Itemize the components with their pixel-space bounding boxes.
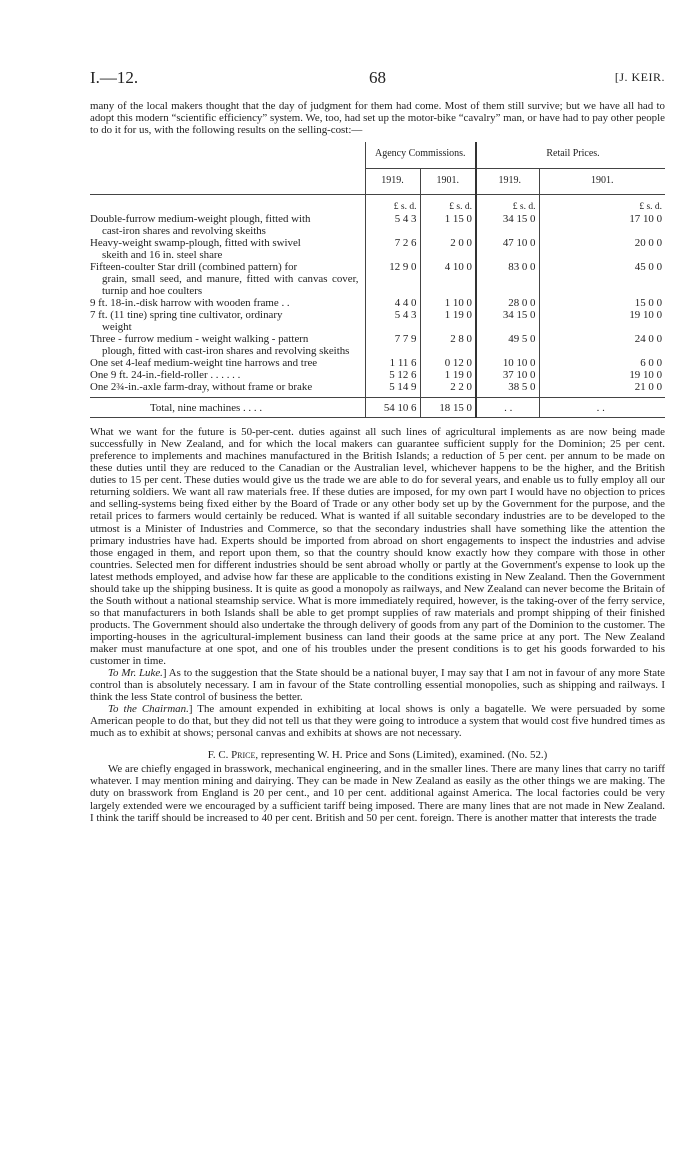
paragraph: What we want for the future is 50-per-cent. duties against all such lines of agricultural implements as are now being made successfully in New Zealand, and for which the local makers can guarantee sufficient supply for the Dominion; 25 per cent. preference to implements and machines manufactured in the British Islands; a reduction of 5 per cent. per annum to be made on these duties until they are reduced to the Canadian or the Australian level, whichever happens to be the higher, and the British duties to 15 per cent. These duties would give us the trade we are able to do for several years, and enable us to fully employ all our returning soldiers. We want all raw materials free. If these duties are imposed, for my own part I would have no objection to prices and selling-systems being fixed either by the Board of Trade or any other body set up by the Government for the purpose, and the retail prices to farmers would certainly be reduced. What is wanted if all suitable secondary industries are to be developed to the utmost is a Minister of Industries and Commerce, so that the secondary industries shall have something like the attention the primary industries have had. Experts should be imported from abroad on short engagements to inspect the industries and advise those engaged in them, and report upon them, so that the country should know exactly how they compare with those in other countries. Selected men for different industries should be sent abroad wholly or partly at the Government's expense to look up the latest methods employed, and advise how far these are applicable to the conditions existing in New Zealand. Then the Government should take up the shipping business. It is quite as good a monopoly as railways, and New Zealand can never become the Britain of the South without a national steamship service. What is more immediately required, however, is the taking-over of the ferry service, so that manufacturers in both Islands shall be able to get prompt supplies of raw materials and prompt shipping of their finished products. The Government should also undertake the through delivery of goods from any part of the Dominion to the customer. The importing-houses in the agricultural-implement business can land their goods at the same price at any port. The New Zealand maker must manufacture at one spot, and one of his troubles under the present conditions is to get his goods forwarded to his customer in time.	[90, 426, 665, 668]
table-cell: 83 0 0	[508, 261, 536, 274]
machine-description: Fifteen-coulter Star drill (combined pattern) for	[90, 261, 298, 274]
table-cell: 1 19 0	[420, 369, 476, 381]
table-cell: 5 14 9	[365, 381, 420, 398]
document-reference: I.—12.	[90, 68, 139, 87]
evidence-body	[90, 426, 665, 823]
unit-label: £ s. d.	[512, 202, 536, 213]
machine-description: Double-furrow medium-weight plough, fitted with	[90, 213, 311, 226]
table-cell: 1 15 0	[420, 213, 476, 237]
table-cell: 1 19 0	[420, 309, 476, 333]
table-row	[90, 237, 665, 261]
table-cell: 5 12 6	[365, 369, 420, 381]
agency-commissions-header: Agency Commissions.	[365, 142, 476, 169]
selling-cost-table	[90, 142, 665, 418]
table-cell: 0 12 0	[420, 357, 476, 369]
year-header: 1901.	[420, 169, 476, 195]
year-header: 1919.	[365, 169, 420, 195]
page-header	[90, 68, 665, 92]
table-cell: 5 4 3	[365, 213, 420, 237]
table-cell: 10 10 0	[502, 357, 536, 370]
table-cell: 5 4 3	[365, 309, 420, 333]
table-cell: . .	[481, 398, 539, 418]
table-cell: 1 11 6	[365, 357, 420, 369]
table-cell: 54 10 6	[365, 398, 420, 418]
total-label: Total, nine machines . . . .	[90, 398, 365, 418]
machine-description: 7 ft. (11 tine) spring tine cultivator, ordinary	[90, 309, 283, 322]
table-row	[90, 297, 665, 309]
unit-label: £ s. d.	[539, 195, 665, 214]
machine-description: Three - furrow medium - weight walking - pattern	[90, 333, 309, 346]
machine-description: 9 ft. 18-in.-disk harrow with wooden frame . .	[90, 297, 290, 310]
witness-heading-name: F. C. Price	[207, 749, 256, 762]
table-cell: 18 15 0	[420, 398, 476, 418]
witness-heading-text: , representing W. H. Price and Sons (Limited), examined. (No. 52.)	[255, 749, 548, 762]
machine-description-cont: skeith and 16 in. steel share	[102, 249, 223, 262]
table-cell: 6 0 0	[539, 357, 665, 369]
paragraph: We are chiefly engaged in brasswork, mechanical engineering, and in the smaller lines. There are many lines that carry no tariff whatever. I may mention mining and dairying. They can be made in New Zealand as easily as the other things we are making. The duty on brasswork from England is 20 per cent., and 10 per cent. additional against America. The local factories could be very largely extended were we encouraged by a sufficient tariff being imposed. There are many lines that are not made in New Zealand. I think the tariff should be increased to 40 per cent. British and 50 per cent. foreign. There is another matter that interests the trade	[90, 763, 665, 824]
table-row	[90, 357, 665, 369]
total-row	[90, 398, 665, 418]
table-cell: 24 0 0	[539, 333, 665, 357]
witness-heading	[90, 749, 665, 761]
table-cell: 2 8 0	[420, 333, 476, 357]
table-cell: 38 5 0	[508, 381, 536, 394]
page-number: 68	[369, 68, 386, 87]
table-cell: 2 0 0	[420, 237, 476, 261]
table-cell: 1 10 0	[420, 297, 476, 309]
table-cell: 19 10 0	[539, 309, 665, 333]
table-cell: 17 10 0	[539, 213, 665, 237]
table-cell: 19 10 0	[539, 369, 665, 381]
addressee: To the Chairman.	[108, 703, 189, 716]
table-cell: 45 0 0	[539, 261, 665, 297]
witness-name: [J. KEIR.	[614, 70, 665, 84]
table-row	[90, 369, 665, 381]
table-row	[90, 333, 665, 357]
machine-description: One 9 ft. 24-in.-field-roller . . . . . .	[90, 369, 241, 382]
machine-description-cont: weight	[102, 321, 132, 334]
table-cell: 28 0 0	[508, 297, 536, 310]
addressee: To Mr. Luke.	[108, 667, 163, 680]
machine-description: Heavy-weight swamp-plough, fitted with swivel	[90, 237, 301, 250]
machine-description-cont: plough, fitted with cast-iron shares and revolving skeiths	[102, 345, 350, 358]
paragraph: To Mr. Luke.] As to the suggestion that the State should be a national buyer, I may say that I am not in favour of any more State control than is absolutely necessary. I am in favour of the State controlling essential monopolies, such as shipping and railways. I think the less State control of business the better.	[90, 667, 665, 704]
table-cell: 21 0 0	[539, 381, 665, 398]
table-cell: 7 2 6	[365, 237, 420, 261]
table-cell: 47 10 0	[502, 237, 536, 250]
year-header: 1919.	[481, 169, 539, 195]
table-row	[90, 381, 665, 398]
table-cell: 12 9 0	[365, 261, 420, 297]
table-cell: . .	[539, 398, 665, 418]
retail-prices-header: Retail Prices.	[546, 148, 600, 160]
table-cell: 4 10 0	[420, 261, 476, 297]
unit-label: £ s. d.	[420, 195, 476, 214]
machine-description: One 2¾-in.-axle farm-dray, without frame or brake	[90, 381, 313, 394]
unit-label: £ s. d.	[365, 195, 420, 214]
table-row	[90, 309, 665, 333]
machine-description-cont: grain, small seed, and manure, fitted with canvas cover, turnip and hoe coulters	[102, 273, 359, 298]
table-cell: 34 15 0	[502, 213, 536, 226]
table-row	[90, 213, 665, 237]
machine-description-cont: cast-iron shares and revolving skeiths	[102, 225, 266, 238]
table-cell: 37 10 0	[502, 369, 536, 382]
intro-paragraph: many of the local makers thought that the day of judgment for them had come. Most of them still survive; but we have all had to adopt this modern “scientific efficiency” system. We, too, had set up the motor-bike “cavalry” man, or have had to pay other people to do it for us, with the following results on the selling-cost:—	[90, 100, 665, 137]
table-cell: 2 2 0	[420, 381, 476, 398]
table-cell: 4 4 0	[365, 297, 420, 309]
table-cell: 49 5 0	[508, 333, 536, 346]
table-cell: 7 7 9	[365, 333, 420, 357]
year-header: 1901.	[539, 169, 665, 195]
table-cell: 34 15 0	[502, 309, 536, 322]
table-cell: 15 0 0	[539, 297, 665, 309]
table-cell: 20 0 0	[539, 237, 665, 261]
paragraph: To the Chairman.] The amount expended in exhibiting at local shows is only a bagatelle. We were persuaded by some American people to do that, but they did not tell us that they were going to introduce a system that would cost five hundred times as much as to exhibit at shows; personal canvas and exhibits at shows are not necessary.	[90, 703, 665, 740]
document-page	[90, 68, 665, 824]
machine-description: One set 4-leaf medium-weight tine harrows and tree	[90, 357, 318, 370]
table-row	[90, 261, 665, 297]
